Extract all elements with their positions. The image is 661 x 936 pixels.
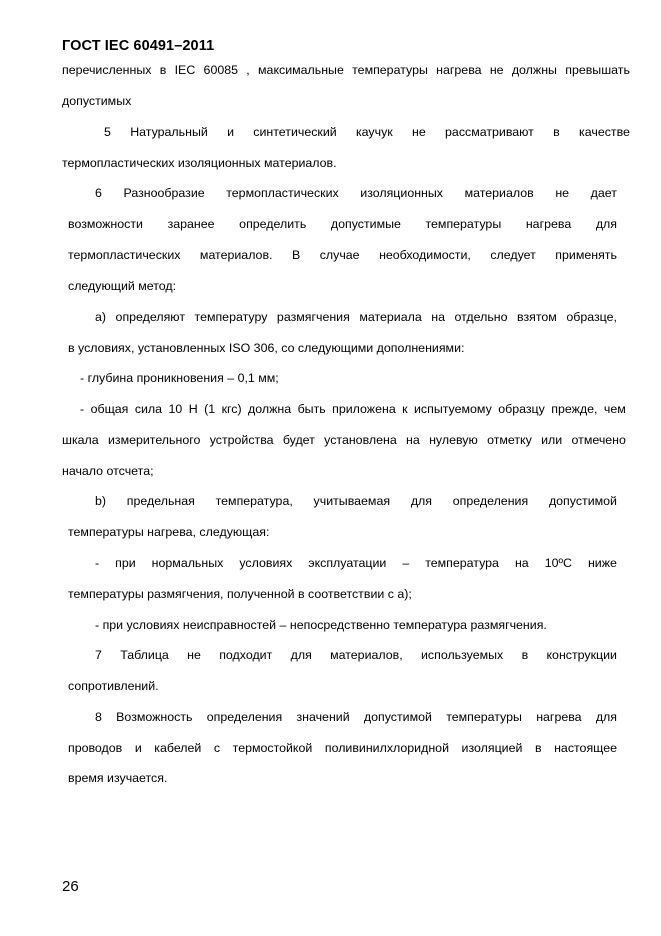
word: 8: [95, 710, 102, 724]
word: и: [134, 741, 142, 755]
word: максимальные: [258, 63, 344, 77]
word: ниже: [587, 556, 617, 570]
word: 7: [95, 648, 102, 662]
word: или: [541, 433, 563, 447]
word: Таблица: [120, 648, 169, 662]
word: Н: [188, 402, 198, 416]
word: температуру: [194, 310, 268, 324]
word: случае: [319, 248, 360, 262]
word: не: [489, 63, 504, 77]
word: взятом: [517, 310, 557, 324]
word: материала: [359, 310, 422, 324]
word: -: [80, 402, 85, 416]
word: термостойкой: [232, 741, 313, 755]
word: конструкции: [546, 648, 617, 662]
word: кабелей: [154, 741, 202, 755]
word: сила: [134, 402, 163, 416]
word: материалов.: [199, 248, 273, 262]
word: материалов,: [330, 648, 403, 662]
word: должна: [248, 402, 292, 416]
word: В: [291, 248, 301, 262]
text-line: сопротивлений.: [68, 679, 159, 693]
word: перечисленных: [62, 63, 152, 77]
word: быть: [297, 402, 326, 416]
word: изоляционных: [360, 186, 443, 200]
word: образцу: [498, 402, 545, 416]
word: температура: [425, 556, 499, 570]
text-line: температуры нагрева, следующая:: [68, 525, 270, 539]
word: при: [115, 556, 136, 570]
text-line: термопластических изоляционных материалов.: [62, 156, 337, 170]
word: (1: [204, 402, 216, 416]
word: отдельно: [454, 310, 508, 324]
word: для: [595, 710, 617, 724]
word: не: [187, 648, 201, 662]
word: учитываемая: [313, 494, 391, 508]
text-line: температуры размягчения, полученной в соответствии с а);: [68, 587, 412, 601]
word: на: [406, 433, 420, 447]
word: образце,: [566, 310, 617, 324]
word: следует: [490, 248, 536, 262]
word: должны: [511, 63, 557, 77]
word: 10: [168, 402, 183, 416]
word: IEC: [174, 63, 196, 77]
dash-item-line: [80, 401, 626, 417]
word: для: [410, 494, 432, 508]
word: кгс): [221, 402, 242, 416]
word: будет: [282, 433, 315, 447]
word: настоящее: [554, 741, 617, 755]
word: измерительного: [107, 433, 201, 447]
word: нагрева: [436, 63, 482, 77]
word: определить: [239, 217, 307, 231]
item-a-line: [95, 309, 617, 325]
text-line: допустимых: [62, 94, 132, 108]
word: рассматривают: [445, 125, 534, 139]
paragraph-8-line: [95, 709, 617, 725]
word: 5: [104, 125, 111, 139]
word: Натуральный: [130, 125, 208, 139]
word: b): [95, 494, 107, 508]
word: возможности: [68, 217, 143, 231]
word: общая: [90, 402, 129, 416]
dash-item-line: - при условиях неисправностей – непосредственно температура размягчения.: [95, 618, 547, 632]
text-line: время изучается.: [68, 771, 168, 785]
word: температура,: [215, 494, 293, 508]
dash-item-line: - глубина проникновения – 0,1 мм;: [80, 371, 279, 385]
word: термопластических: [226, 186, 339, 200]
word: термопластических: [68, 248, 181, 262]
word: –: [402, 556, 410, 570]
word: размягчения: [276, 310, 350, 324]
word: прежде,: [551, 402, 598, 416]
paragraph-7-line: [95, 647, 617, 663]
word: нулевую: [429, 433, 478, 447]
text-line: [68, 740, 617, 756]
word: допустимые: [330, 217, 401, 231]
word: не: [412, 125, 426, 139]
word: на: [514, 556, 529, 570]
word: с: [213, 741, 221, 755]
word: нагрева: [525, 217, 572, 231]
text-line: [68, 247, 617, 263]
word: в: [159, 63, 167, 77]
word: каучук: [355, 125, 393, 139]
word: установлена: [324, 433, 397, 447]
word: устройства: [209, 433, 274, 447]
word: эксплуатации: [308, 556, 387, 570]
word: необходимости,: [379, 248, 471, 262]
word: определения: [206, 710, 283, 724]
word: и: [227, 125, 234, 139]
word: ,: [246, 63, 250, 77]
word: температуры: [425, 217, 502, 231]
word: превышать: [565, 63, 630, 77]
paragraph-6-line: [95, 185, 617, 201]
word: используемых: [421, 648, 504, 662]
word: в: [534, 741, 542, 755]
word: допустимой: [363, 710, 432, 724]
word: дает: [590, 186, 617, 200]
word: значений: [296, 710, 350, 724]
word: изоляцией: [461, 741, 523, 755]
text-line: [62, 62, 630, 78]
text-line: в условиях, установленных ISO 306, со следующими дополнениями:: [68, 341, 465, 355]
word: для: [290, 648, 312, 662]
word: поливинилхлоридной: [324, 741, 449, 755]
text-line: [62, 432, 626, 448]
word: а): [95, 310, 107, 324]
word: заранее: [167, 217, 215, 231]
paragraph-5-line: [104, 124, 630, 140]
word: к: [402, 402, 408, 416]
word: -: [95, 556, 100, 570]
word: 60085: [203, 63, 239, 77]
word: предельная: [126, 494, 195, 508]
word: отмечено: [571, 433, 626, 447]
word: в: [521, 648, 529, 662]
word: допустимой: [548, 494, 617, 508]
word: шкала: [62, 433, 99, 447]
document-header: ГОСТ IEC 60491–2011: [62, 38, 215, 54]
word: 10ºС: [544, 556, 572, 570]
word: качестве: [579, 125, 630, 139]
word: определения: [452, 494, 529, 508]
word: чем: [603, 402, 626, 416]
word: приложена: [332, 402, 396, 416]
word: нормальных: [151, 556, 224, 570]
text-line: [68, 216, 617, 232]
word: в: [553, 125, 560, 139]
word: Возможность: [116, 710, 193, 724]
word: определяют: [115, 310, 186, 324]
word: на: [431, 310, 445, 324]
word: проводов: [68, 741, 123, 755]
word: синтетический: [253, 125, 337, 139]
word: температуры: [352, 63, 428, 77]
word: материалов: [464, 186, 534, 200]
word: применять: [555, 248, 617, 262]
word: Разнообразие: [123, 186, 205, 200]
item-b-line: [95, 493, 617, 509]
word: условиях: [239, 556, 293, 570]
word: подходит: [219, 648, 273, 662]
page-number: 26: [62, 878, 79, 895]
word: испытуемому: [414, 402, 492, 416]
word: отметку: [487, 433, 532, 447]
word: 6: [95, 186, 102, 200]
word: температуры: [446, 710, 522, 724]
word: нагрева: [536, 710, 582, 724]
word: для: [595, 217, 617, 231]
word: не: [555, 186, 570, 200]
text-line: начало отсчета;: [62, 464, 154, 478]
text-line: следующий метод:: [68, 279, 177, 293]
dash-item-line: [95, 555, 617, 571]
